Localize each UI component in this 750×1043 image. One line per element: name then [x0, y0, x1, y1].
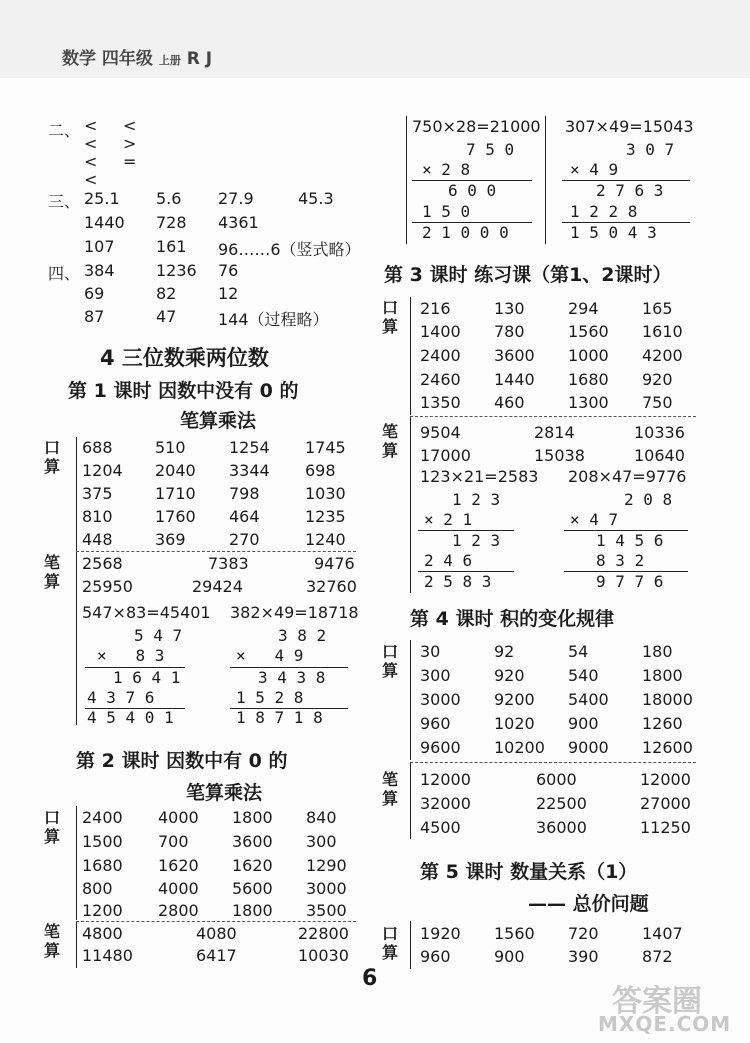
answer-cell: 22500 [536, 794, 587, 813]
lesson1-subtitle: 笔算乘法 [180, 410, 257, 432]
q4-label: 四、 [48, 264, 81, 283]
answer-cell: 18000 [642, 690, 693, 709]
vertical-row: × 4 9 [236, 646, 304, 665]
answer-cell: 1560 [568, 322, 609, 341]
equation: 123×21=2583 [420, 467, 539, 486]
answer-cell: 1800 [232, 901, 273, 920]
equation: 382×49=18718 [230, 603, 359, 622]
answer-cell: 1500 [82, 832, 123, 851]
answer-cell: 54 [568, 642, 589, 661]
answer-cell: 4800 [82, 924, 123, 943]
lesson4-title: 第 4 课时 积的变化规律 [410, 608, 615, 630]
answer-cell: 2460 [420, 370, 461, 389]
answer-cell: 3600 [232, 832, 273, 851]
answer-cell: 4000 [158, 808, 199, 827]
answer-cell: 920 [642, 370, 673, 389]
q4-cell: 69 [84, 284, 105, 303]
vertical-row: × 4 7 [570, 510, 619, 529]
answer-cell: 800 [82, 879, 113, 898]
chapter-title: 4 三位数乘两位数 [100, 346, 269, 370]
kousuan-label: 口 算 [382, 924, 399, 962]
answer-cell: 12600 [642, 738, 693, 757]
q3-cell: 25.1 [84, 189, 120, 208]
q3-cell: 107 [84, 237, 115, 256]
answer-cell: 4200 [642, 346, 683, 365]
vertical-row: × 8 3 [97, 646, 165, 665]
answer-cell: 1710 [155, 484, 196, 503]
section-divider [76, 922, 77, 968]
answer-cell: 1680 [82, 856, 123, 875]
answer-cell: 15038 [534, 446, 585, 465]
answer-cell: 1745 [305, 438, 346, 457]
answer-cell: 1440 [494, 370, 535, 389]
answer-cell: 1000 [568, 346, 609, 365]
section-divider [410, 417, 411, 593]
book-title: 数学 四年级 [62, 49, 153, 69]
answer-cell: 9000 [568, 738, 609, 757]
answer-cell: 9200 [494, 690, 535, 709]
vertical-row: 4 3 7 6 [87, 688, 155, 707]
kousuan-label: 口 算 [382, 298, 399, 336]
q2-cell: = [123, 152, 137, 171]
answer-cell: 10336 [634, 423, 685, 442]
vertical-row: × 4 9 [570, 160, 619, 179]
dashed-separator [410, 416, 696, 417]
answer-cell: 10200 [494, 738, 545, 757]
answer-cell: 510 [155, 438, 186, 457]
q3-cell: 728 [156, 213, 187, 232]
answer-cell: 700 [158, 832, 189, 851]
answer-cell: 960 [420, 947, 451, 966]
answer-cell: 3344 [229, 461, 270, 480]
answer-cell: 1020 [494, 714, 535, 733]
lesson5-subtitle: —— 总价问题 [528, 893, 649, 915]
vertical-row: 3 8 2 [278, 626, 327, 645]
answer-cell: 32760 [306, 577, 357, 596]
vertical-row: 1 2 3 [452, 490, 501, 509]
lesson2-title: 第 2 课时 因数中有 0 的 [76, 750, 288, 772]
q3-cell: 4361 [218, 213, 259, 232]
section-divider [410, 297, 411, 415]
q2-cell: < [123, 116, 137, 135]
answer-cell: 798 [229, 484, 260, 503]
q4-cell: 82 [156, 284, 177, 303]
answer-cell: 11480 [82, 946, 133, 965]
vertical-row: 3 0 7 [626, 140, 675, 159]
vertical-row: 2 4 6 [424, 551, 473, 570]
answer-cell: 2814 [534, 423, 575, 442]
answer-cell: 1254 [229, 438, 270, 457]
answer-cell: 27000 [640, 794, 691, 813]
page-number: 6 [362, 966, 378, 991]
q3-cell: 161 [156, 237, 187, 256]
answer-cell: 130 [494, 299, 525, 318]
answer-cell: 300 [306, 832, 337, 851]
answer-cell: 1204 [82, 461, 123, 480]
answer-cell: 872 [642, 947, 673, 966]
answer-cell: 810 [82, 507, 113, 526]
q2-cell: < [84, 116, 98, 135]
answer-cell: 36000 [536, 818, 587, 837]
answer-cell: 1920 [420, 924, 461, 943]
answer-cell: 840 [306, 808, 337, 827]
answer-cell: 1290 [306, 856, 347, 875]
q4-cell: 87 [84, 307, 105, 326]
vertical-row: 3 4 3 8 [258, 668, 326, 687]
answer-cell: 2400 [82, 808, 123, 827]
vertical-row: × 2 8 [422, 160, 471, 179]
book-volume: 上册 [158, 54, 181, 67]
equation: 307×49=15043 [565, 117, 694, 136]
vertical-row: 1 8 7 1 8 [236, 708, 323, 727]
q3-label: 三、 [48, 192, 81, 211]
section-divider [410, 763, 411, 839]
q2-label: 二、 [48, 121, 81, 140]
answer-cell: 960 [420, 714, 451, 733]
section-divider [410, 921, 411, 969]
answer-cell: 375 [82, 484, 113, 503]
section-divider [76, 553, 77, 725]
answer-cell: 688 [82, 438, 113, 457]
answer-cell: 22800 [298, 924, 349, 943]
q4-cell: 76 [218, 261, 239, 280]
answer-cell: 1350 [420, 393, 461, 412]
answer-cell: 369 [155, 530, 186, 549]
answer-cell: 216 [420, 299, 451, 318]
watermark-url: MXQE.COM [598, 1012, 732, 1036]
vertical-row: 2 1 0 0 0 [422, 223, 509, 242]
q3-cell: 5.6 [156, 189, 182, 208]
lesson2-subtitle: 笔算乘法 [186, 782, 263, 804]
section-divider [410, 640, 411, 760]
vertical-row: 1 2 2 8 [570, 202, 638, 221]
dashed-separator [76, 921, 356, 922]
section-divider [545, 116, 546, 244]
section-divider [76, 806, 77, 920]
answer-cell: 750 [642, 393, 673, 412]
answer-cell: 1620 [158, 856, 199, 875]
bisuan-label: 笔 算 [44, 922, 61, 960]
answer-cell: 448 [82, 530, 113, 549]
q2-cell: < [84, 152, 98, 171]
answer-cell: 270 [229, 530, 260, 549]
answer-cell: 9600 [420, 738, 461, 757]
q3-cell: 96……6（竖式略） [218, 240, 361, 259]
q2-cell: < [84, 134, 98, 153]
answer-cell: 1610 [642, 322, 683, 341]
q2-cell: < [84, 170, 98, 189]
vertical-row: 6 0 0 [448, 181, 497, 200]
answer-cell: 2800 [158, 901, 199, 920]
q3-cell: 1440 [84, 213, 125, 232]
vertical-row: 1 2 3 [452, 531, 501, 550]
answer-cell: 1300 [568, 393, 609, 412]
equation: 208×47=9776 [568, 467, 687, 486]
q4-cell: 1236 [156, 261, 197, 280]
vertical-row: 5 4 7 [134, 626, 183, 645]
bisuan-label: 笔 算 [382, 422, 399, 460]
answer-cell: 1240 [305, 530, 346, 549]
answer-cell: 1400 [420, 322, 461, 341]
answer-cell: 1200 [82, 901, 123, 920]
dashed-separator [76, 551, 356, 552]
dashed-separator [410, 762, 696, 763]
kousuan-label: 口 算 [382, 642, 399, 680]
answer-cell: 920 [494, 666, 525, 685]
answer-cell: 2040 [155, 461, 196, 480]
vertical-row: 2 0 8 [624, 490, 673, 509]
answer-cell: 780 [494, 322, 525, 341]
answer-cell: 17000 [420, 446, 471, 465]
answer-cell: 698 [305, 461, 336, 480]
answer-cell: 6000 [536, 770, 577, 789]
bisuan-label: 笔 算 [382, 770, 399, 808]
answer-cell: 30 [420, 642, 441, 661]
answer-cell: 9504 [420, 423, 461, 442]
answer-cell: 1407 [642, 924, 683, 943]
header-title [62, 44, 212, 69]
equation: 750×28=21000 [412, 117, 541, 136]
answer-cell: 3000 [306, 879, 347, 898]
q4-cell: 144（过程略） [218, 310, 329, 329]
page-header [0, 0, 750, 78]
q4-cell: 12 [218, 284, 239, 303]
watermark-logo: 答案圈 [612, 984, 702, 1019]
vertical-row: 1 4 5 6 [596, 531, 664, 550]
answer-cell: 4000 [158, 879, 199, 898]
answer-cell: 460 [494, 393, 525, 412]
vertical-row: 7 5 0 [466, 140, 515, 159]
answer-cell: 2568 [82, 554, 123, 573]
lesson5-title: 第 5 课时 数量关系（1） [420, 861, 638, 883]
answer-cell: 720 [568, 924, 599, 943]
vertical-row: 1 5 2 8 [236, 688, 304, 707]
q3-cell: 45.3 [298, 189, 334, 208]
bisuan-label: 笔 算 [44, 553, 61, 591]
answer-cell: 7383 [208, 554, 249, 573]
answer-cell: 180 [642, 642, 673, 661]
lesson3-title: 第 3 课时 练习课（第1、2课时） [384, 264, 672, 286]
q3-cell: 27.9 [218, 189, 254, 208]
answer-cell: 4080 [196, 924, 237, 943]
answer-cell: 900 [494, 947, 525, 966]
answer-cell: 10030 [298, 946, 349, 965]
book-edition: R J [186, 49, 213, 69]
answer-cell: 390 [568, 947, 599, 966]
answer-cell: 1235 [305, 507, 346, 526]
answer-cell: 5600 [232, 879, 273, 898]
answer-cell: 900 [568, 714, 599, 733]
answer-cell: 4500 [420, 818, 461, 837]
answer-cell: 294 [568, 299, 599, 318]
answer-cell: 1800 [232, 808, 273, 827]
answer-cell: 9476 [314, 554, 355, 573]
section-divider [406, 116, 407, 244]
answer-cell: 1030 [305, 484, 346, 503]
vertical-row: 2 5 8 3 [424, 572, 492, 591]
q2-cell: > [123, 134, 137, 153]
vertical-row: 1 5 0 [422, 202, 471, 221]
answer-cell: 92 [494, 642, 515, 661]
vertical-row: 1 6 4 1 [113, 668, 181, 687]
equation: 547×83=45401 [82, 603, 211, 622]
answer-cell: 540 [568, 666, 599, 685]
answer-cell: 10640 [634, 446, 685, 465]
answer-cell: 1760 [155, 507, 196, 526]
lesson1-title: 第 1 课时 因数中没有 0 的 [68, 380, 299, 402]
vertical-row: 4 5 4 0 1 [87, 708, 174, 727]
answer-cell: 1260 [642, 714, 683, 733]
vertical-row: 9 7 7 6 [596, 572, 664, 591]
answer-cell: 3600 [494, 346, 535, 365]
vertical-row: 8 3 2 [596, 551, 645, 570]
kousuan-label: 口 算 [44, 438, 61, 476]
answer-cell: 1680 [568, 370, 609, 389]
answer-cell: 1620 [232, 856, 273, 875]
answer-cell: 1560 [494, 924, 535, 943]
kousuan-label: 口 算 [44, 808, 61, 846]
answer-cell: 11250 [640, 818, 691, 837]
vertical-row: 2 7 6 3 [596, 181, 664, 200]
answer-cell: 29424 [192, 577, 243, 596]
vertical-row: × 2 1 [424, 510, 473, 529]
q4-cell: 384 [84, 261, 115, 280]
answer-cell: 12000 [640, 770, 691, 789]
answer-cell: 3500 [306, 901, 347, 920]
q4-cell: 47 [156, 307, 177, 326]
answer-cell: 32000 [420, 794, 471, 813]
answer-cell: 25950 [82, 577, 133, 596]
answer-cell: 165 [642, 299, 673, 318]
answer-cell: 300 [420, 666, 451, 685]
answer-cell: 464 [229, 507, 260, 526]
answer-cell: 12000 [420, 770, 471, 789]
answer-cell: 1800 [642, 666, 683, 685]
answer-cell: 2400 [420, 346, 461, 365]
vertical-row: 1 5 0 4 3 [570, 223, 657, 242]
answer-cell: 5400 [568, 690, 609, 709]
answer-cell: 3000 [420, 690, 461, 709]
answer-cell: 6417 [196, 946, 237, 965]
